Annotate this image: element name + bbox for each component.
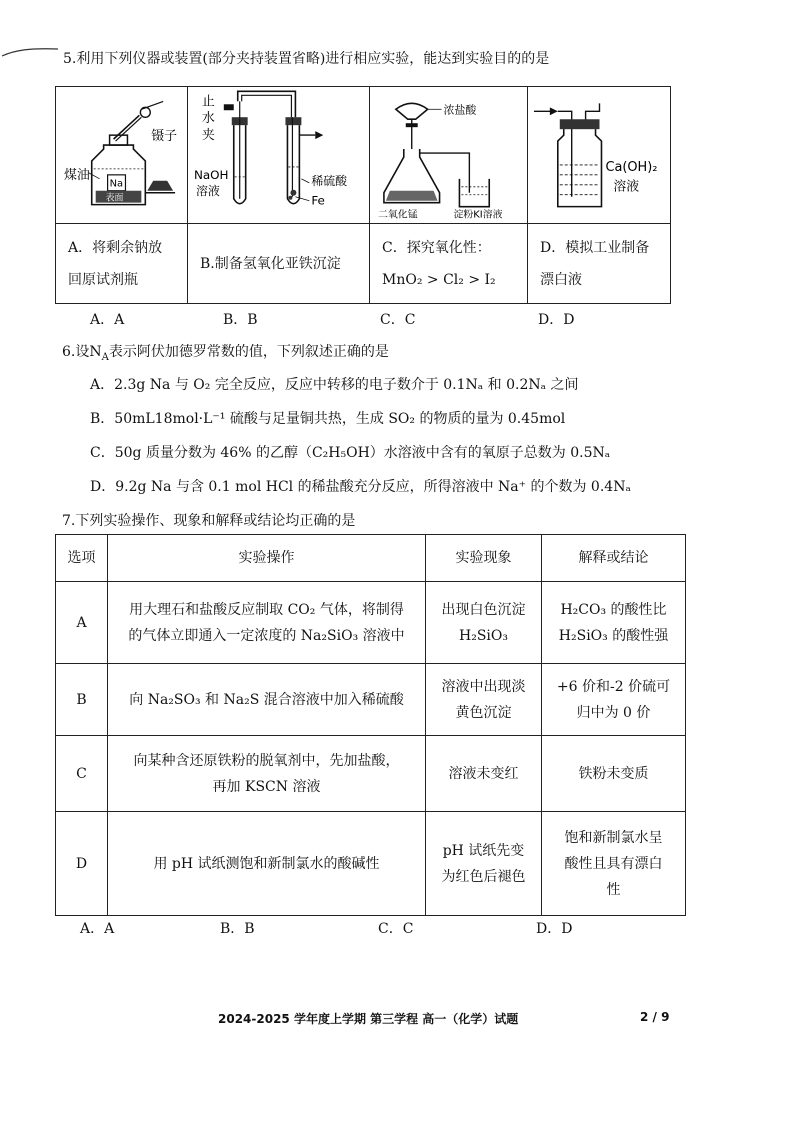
row-option: B <box>56 664 108 736</box>
q7-option-d[interactable]: D．D <box>536 921 573 937</box>
sodium-bottle-figure <box>56 87 187 223</box>
row-operation: 向 Na₂SO₃ 和 Na₂S 混合溶液中加入稀硫酸 <box>108 664 426 736</box>
label-conc-hcl: 浓盐酸 <box>443 103 477 117</box>
header-option: 选项 <box>56 535 108 582</box>
chlorine-generator-figure <box>370 87 527 223</box>
ferrous-hydroxide-apparatus <box>188 87 369 223</box>
row-phenomenon: 溶液中出现淡 黄色沉淀 <box>426 664 542 736</box>
label-tray: 表面 <box>105 193 124 204</box>
q7-option-b[interactable]: B．B <box>220 921 255 937</box>
label-caoh2-solution: 溶液 <box>613 179 640 195</box>
row-conclusion: 饱和新制氯水呈 酸性且具有漂白 性 <box>542 812 686 916</box>
scan-mark <box>0 46 60 58</box>
q5-caption-c <box>370 224 528 304</box>
q5-apparatus-table <box>55 86 671 304</box>
q7-experiment-table <box>55 534 686 916</box>
caption-a-line-2: 回原试剂瓶 <box>68 271 138 288</box>
q5-figure-c <box>370 87 528 224</box>
row-operation: 向某种含还原铁粉的脱氧剂中，先加盐酸， 再加 KSCN 溶液 <box>108 736 426 812</box>
label-dilute-acid: 稀硫酸 <box>311 173 348 188</box>
q6-choice-b[interactable]: B．50mL18mol·L⁻¹ 硫酸与足量铜共热，生成 SO₂ 的物质的量为 0.45mol <box>90 411 566 427</box>
row-operation: 用大理石和盐酸反应制取 CO₂ 气体，将制得 的气体立即通入一定浓度的 Na₂SiO₃ 溶液中 <box>108 582 426 664</box>
label-starch-ki: 淀粉KI溶液 <box>453 209 503 221</box>
q5-caption-b <box>188 224 370 304</box>
q5-caption-a <box>56 224 188 304</box>
row-conclusion: H₂CO₃ 的酸性比 H₂SiO₃ 的酸性强 <box>542 582 686 664</box>
label-na: Na <box>109 178 124 190</box>
q5-option-a[interactable]: A．A <box>90 312 125 328</box>
table-row <box>56 582 686 664</box>
q5-figure-d <box>528 87 671 224</box>
q5-option-c[interactable]: C．C <box>380 312 416 328</box>
row-option: D <box>56 812 108 916</box>
q6-stem: 6.设$N_A$表示阿伏加德罗常数的值，下列叙述正确的是 <box>62 344 389 363</box>
table-row <box>56 812 686 916</box>
q6-choice-d[interactable]: D．9.2g Na 与含 0.1 mol HCl 的稀盐酸充分反应，所得溶液中 Na⁺ 的个数为 0.4Nₐ <box>90 479 631 495</box>
q5-stem: 5.利用下列仪器或装置(部分夹持装置省略)进行相应实验，能达到实验目的的是 <box>63 51 550 67</box>
table-row <box>56 664 686 736</box>
caption-d-line-1: D．模拟工业制备 <box>540 239 650 256</box>
header-conclusion: 解释或结论 <box>542 535 686 582</box>
label-mno2: 二氧化锰 <box>377 209 418 221</box>
q7-options <box>80 918 680 938</box>
caption-c-line-1: C．探究氧化性： <box>382 239 491 256</box>
row-phenomenon: pH 试纸先变 为红色后褪色 <box>426 812 542 916</box>
caption-d-line-2: 漂白液 <box>540 271 582 288</box>
row-option: A <box>56 582 108 664</box>
q5-options <box>90 309 690 329</box>
q5-figure-a <box>56 87 188 224</box>
label-clamp-3: 夹 <box>201 128 215 144</box>
label-naoh: NaOH <box>193 167 229 182</box>
q7-stem: 7.下列实验操作、现象和解释或结论均正确的是 <box>62 513 356 529</box>
q6-choice-c[interactable]: C．50g 质量分数为 46% 的乙醇（C₂H₅OH）水溶液中含有的氧原子总数为 0.5Nₐ <box>90 445 611 461</box>
gas-washing-bottle-figure <box>528 87 670 223</box>
row-option: C <box>56 736 108 812</box>
q7-option-c[interactable]: C．C <box>378 921 414 937</box>
q7-option-a[interactable]: A．A <box>80 921 115 937</box>
label-tweezers: 镊子 <box>151 129 178 145</box>
header-operation: 实验操作 <box>108 535 426 582</box>
q5-figure-b <box>188 87 370 224</box>
caption-a-line-1: A．将剩余钠放 <box>68 239 163 256</box>
row-conclusion: +6 价和-2 价硫可 归中为 0 价 <box>542 664 686 736</box>
q5-option-d[interactable]: D．D <box>538 312 575 328</box>
label-clamp-1: 止 <box>201 94 215 110</box>
label-naoh-solution: 溶液 <box>195 183 220 198</box>
q5-option-b[interactable]: B．B <box>223 312 258 328</box>
table-row <box>56 736 686 812</box>
caption-c-line-2: MnO₂ > Cl₂ > I₂ <box>382 271 496 288</box>
row-conclusion: 铁粉未变质 <box>542 736 686 812</box>
label-fe: Fe <box>311 193 325 208</box>
label-kerosene: 煤油 <box>63 167 90 183</box>
header-phenomenon: 实验现象 <box>426 535 542 582</box>
caption-b-line-1: B.制备氢氧化亚铁沉淀 <box>200 255 341 272</box>
label-clamp-2: 水 <box>201 111 215 127</box>
row-operation: 用 pH 试纸测饱和新制氯水的酸碱性 <box>108 812 426 916</box>
q5-caption-d <box>528 224 671 304</box>
row-phenomenon: 溶液未变红 <box>426 736 542 812</box>
page-number: 2 / 9 <box>640 1010 670 1024</box>
q6-choice-a[interactable]: A．2.3g Na 与 O₂ 完全反应，反应中转移的电子数介于 0.1Nₐ 和 0.2Nₐ 之间 <box>90 377 579 393</box>
label-caoh2: Ca(OH)₂ <box>605 159 658 175</box>
footer-title: 2024-2025 学年度上学期 第三学程 高一（化学）试题 <box>218 1012 519 1026</box>
q7-header-row <box>56 535 686 582</box>
row-phenomenon: 出现白色沉淀 H₂SiO₃ <box>426 582 542 664</box>
